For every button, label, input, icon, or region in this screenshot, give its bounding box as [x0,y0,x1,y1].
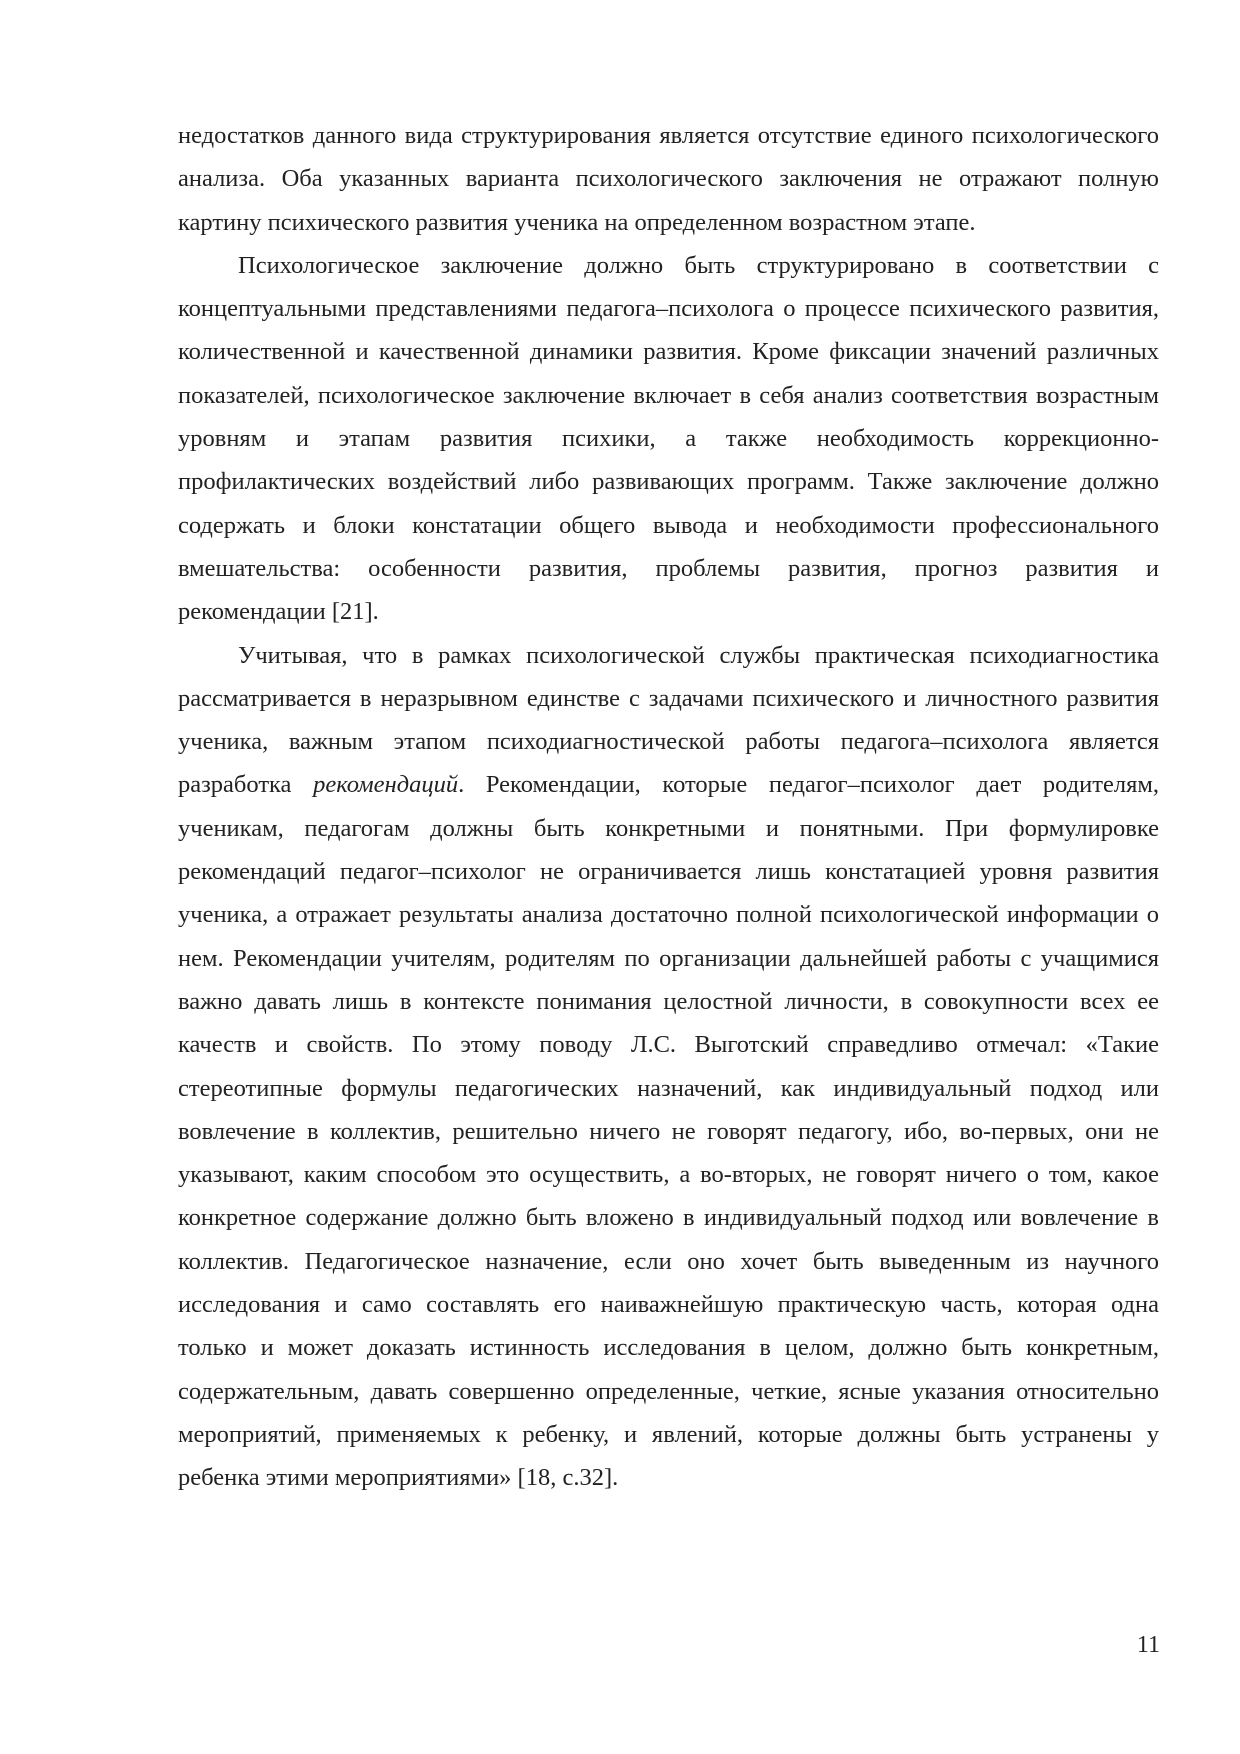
paragraph-text-before-italic: Учитывая, что в рамках психологической службы практическая психодиагностика рассматривается в неразрывном единстве с задачами психического и личностного развития ученика, важным этапом психодиагностической работы педагога–психолога является разработка [178,641,1159,799]
italic-term: рекомендаций [313,771,459,799]
paragraph-continuation: недостатков данного вида структурирования является отсутствие единого психологического анализа. Оба указанных варианта психологического заключения не отражают полную картину психического развития ученика на определенном возрастном этапе. [178,122,1159,236]
paragraph-psychological-conclusion: Психологическое заключение должно быть структурировано в соответствии с концептуальными представлениями педагога–психолога о процессе психического развития, количественной и качественной динамики развития. Кроме фиксации значений различных показателей, психологическое заключение включает в себя анализ соответствия возрастным уровням и этапам развития психики, а также необходимость коррекционно-профилактических воздействий либо развивающих программ. Также заключение должно содержать и блоки констатации общего вывода и необходимости профессионального вмешательства: особенности развития, проблемы развития, прогноз развития и рекомендации [21]. [178,251,1159,626]
paragraph-recommendations [178,634,1159,1500]
paragraph-text-after-italic: . Рекомендации, которые педагог–психолог дает родителям, ученикам, педагогам должны быть конкретными и понятными. При формулировке рекомендаций педагог–психолог не ограничивается лишь констатацией уровня развития ученика, а отражает результаты анализа достаточно полной психологической информации о нем. Рекомендации учителям, родителям по организации дальнейшей работы с учащимися важно давать лишь в контексте понимания целостной личности, в совокупности всех ее качеств и свойств. По этому поводу Л.С. Выготский справедливо отмечал: «Такие стереотипные формулы педагогических назначений, как индивидуальный подход или вовлечение в коллектив, решительно ничего не говорят педагогу, ибо, во-первых, они не указывают, каким способом это осуществить, а во-вторых, не говорят ничего о том, какое конкретное содержание должно быть вложено в индивидуальный подход или вовлечение в коллектив. Педагогическое назначение, если оно хочет быть выведенным из научного исследования и само составлять его наиважнейшую практическую часть, которая одна только и может доказать истинность исследования в целом, должно быть конкретным, содержательным, давать совершенно определенные, четкие, ясные указания относительно мероприятий, применяемых к ребенку, и явлений, которые должны быть устранены у ребенка этими мероприятиями» [18, с.32]. [178,771,1159,1492]
body-text [178,114,1159,1500]
page-number: 11 [1136,1632,1160,1658]
